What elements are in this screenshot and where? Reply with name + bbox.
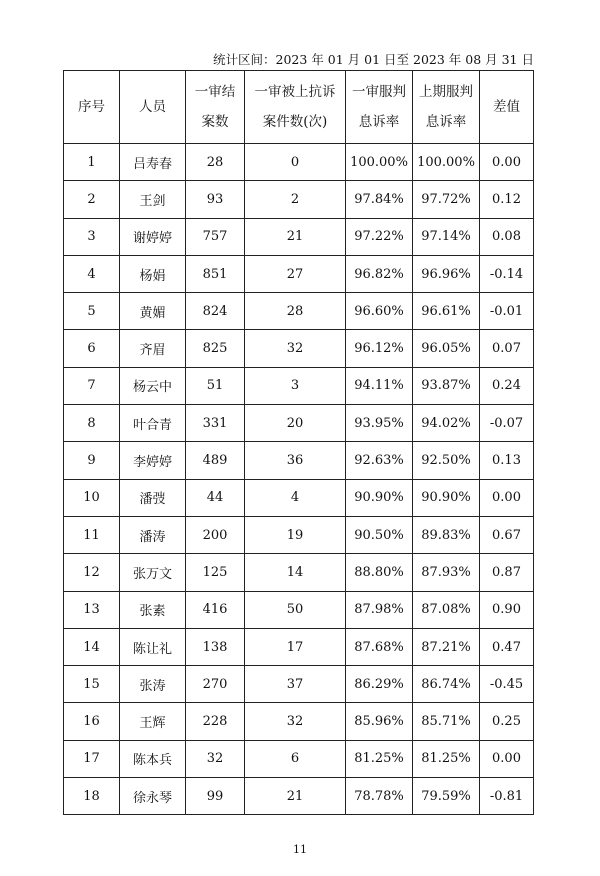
cell-person: 张万文 (120, 554, 186, 591)
cell-prev: 96.96% (413, 255, 480, 292)
table-row (64, 628, 534, 665)
cell-diff: 0.00 (480, 144, 534, 181)
cell-diff: 0.07 (480, 330, 534, 367)
cell-appeals: 2 (245, 181, 346, 218)
table-row (64, 330, 534, 367)
cell-seq: 2 (64, 181, 120, 218)
cell-rate: 87.98% (346, 591, 413, 628)
cell-rate: 96.82% (346, 255, 413, 292)
cell-cases: 270 (186, 666, 245, 703)
cell-cases: 489 (186, 442, 245, 479)
cell-appeals: 37 (245, 666, 346, 703)
cell-appeals: 27 (245, 255, 346, 292)
header-prev-line2: 息诉率 (425, 114, 467, 130)
cell-appeals: 28 (245, 293, 346, 330)
cell-cases: 416 (186, 591, 245, 628)
header-cases (186, 71, 245, 144)
cell-rate: 87.68% (346, 628, 413, 665)
cell-diff: 0.24 (480, 367, 534, 404)
table-row (64, 144, 534, 181)
cell-prev: 100.00% (413, 144, 480, 181)
cell-prev: 89.83% (413, 516, 480, 553)
cell-seq: 10 (64, 479, 120, 516)
cell-prev: 97.72% (413, 181, 480, 218)
table-row (64, 516, 534, 553)
cell-diff: 0.67 (480, 516, 534, 553)
header-seq: 序号 (64, 71, 120, 144)
cell-person: 谢婷婷 (120, 218, 186, 255)
cell-seq: 7 (64, 367, 120, 404)
cell-rate: 96.12% (346, 330, 413, 367)
cell-person: 叶合青 (120, 405, 186, 442)
cell-diff: -0.07 (480, 405, 534, 442)
cell-seq: 3 (64, 218, 120, 255)
cell-prev: 97.14% (413, 218, 480, 255)
cell-rate: 94.11% (346, 367, 413, 404)
cell-diff: 0.12 (480, 181, 534, 218)
cell-rate: 90.90% (346, 479, 413, 516)
cell-appeals: 6 (245, 740, 346, 777)
header-prev-line1: 上期服判 (419, 84, 473, 100)
cell-cases: 331 (186, 405, 245, 442)
cell-prev: 90.90% (413, 479, 480, 516)
header-diff: 差值 (480, 71, 534, 144)
cell-diff: 0.25 (480, 703, 534, 740)
cell-cases: 99 (186, 778, 245, 815)
cell-cases: 757 (186, 218, 245, 255)
cell-rate: 93.95% (346, 405, 413, 442)
cell-appeals: 3 (245, 367, 346, 404)
cell-person: 潘涛 (120, 516, 186, 553)
cell-appeals: 50 (245, 591, 346, 628)
cell-rate: 97.22% (346, 218, 413, 255)
cell-appeals: 17 (245, 628, 346, 665)
cell-diff: 0.47 (480, 628, 534, 665)
cell-appeals: 32 (245, 703, 346, 740)
cell-diff: -0.45 (480, 666, 534, 703)
page-number: 11 (293, 843, 307, 856)
cell-rate: 85.96% (346, 703, 413, 740)
cell-seq: 13 (64, 591, 120, 628)
cell-seq: 6 (64, 330, 120, 367)
cell-prev: 92.50% (413, 442, 480, 479)
cell-cases: 138 (186, 628, 245, 665)
table-row (64, 554, 534, 591)
header-rate-line1: 一审服判 (352, 84, 406, 100)
cell-seq: 11 (64, 516, 120, 553)
cell-person: 张素 (120, 591, 186, 628)
cell-rate: 88.80% (346, 554, 413, 591)
cell-diff: -0.01 (480, 293, 534, 330)
table-row (64, 255, 534, 292)
cell-prev: 79.59% (413, 778, 480, 815)
cell-person: 杨娟 (120, 255, 186, 292)
cell-person: 潘弢 (120, 479, 186, 516)
cell-prev: 96.05% (413, 330, 480, 367)
table-body (64, 144, 534, 815)
cell-person: 陈本兵 (120, 740, 186, 777)
header-appeals-line2: 案件数(次) (262, 114, 328, 130)
cell-seq: 12 (64, 554, 120, 591)
cell-appeals: 0 (245, 144, 346, 181)
cell-seq: 18 (64, 778, 120, 815)
cell-seq: 16 (64, 703, 120, 740)
cell-prev: 87.93% (413, 554, 480, 591)
cell-seq: 15 (64, 666, 120, 703)
cell-rate: 78.78% (346, 778, 413, 815)
cell-appeals: 14 (245, 554, 346, 591)
cell-person: 王辉 (120, 703, 186, 740)
cell-diff: -0.81 (480, 778, 534, 815)
cell-person: 黄媚 (120, 293, 186, 330)
cell-prev: 96.61% (413, 293, 480, 330)
header-rate-line2: 息诉率 (358, 114, 400, 130)
table-row (64, 740, 534, 777)
header-prev-rate (413, 71, 480, 144)
table-row (64, 293, 534, 330)
cell-diff: 0.08 (480, 218, 534, 255)
cell-prev: 85.71% (413, 703, 480, 740)
cell-rate: 92.63% (346, 442, 413, 479)
table-row (64, 666, 534, 703)
cell-diff: 0.90 (480, 591, 534, 628)
cell-cases: 824 (186, 293, 245, 330)
cell-cases: 200 (186, 516, 245, 553)
cell-diff: 0.87 (480, 554, 534, 591)
cell-seq: 14 (64, 628, 120, 665)
judge-appeal-table (63, 70, 534, 815)
cell-rate: 97.84% (346, 181, 413, 218)
cell-appeals: 36 (245, 442, 346, 479)
table-row (64, 218, 534, 255)
cell-rate: 86.29% (346, 666, 413, 703)
cell-diff: 0.00 (480, 740, 534, 777)
cell-cases: 825 (186, 330, 245, 367)
header-appeals-line1: 一审被上抗诉 (254, 84, 336, 100)
cell-rate: 81.25% (346, 740, 413, 777)
cell-appeals: 32 (245, 330, 346, 367)
cell-person: 杨云中 (120, 367, 186, 404)
header-rate (346, 71, 413, 144)
cell-cases: 51 (186, 367, 245, 404)
cell-appeals: 20 (245, 405, 346, 442)
table-row (64, 405, 534, 442)
table-row (64, 367, 534, 404)
cell-person: 王剑 (120, 181, 186, 218)
cell-diff: -0.14 (480, 255, 534, 292)
cell-cases: 93 (186, 181, 245, 218)
table-row (64, 778, 534, 815)
cell-rate: 90.50% (346, 516, 413, 553)
cell-cases: 28 (186, 144, 245, 181)
cell-person: 徐永琴 (120, 778, 186, 815)
cell-prev: 94.02% (413, 405, 480, 442)
cell-appeals: 21 (245, 218, 346, 255)
cell-seq: 1 (64, 144, 120, 181)
table-row (64, 479, 534, 516)
cell-seq: 17 (64, 740, 120, 777)
cell-seq: 9 (64, 442, 120, 479)
table-row (64, 591, 534, 628)
table-row (64, 181, 534, 218)
cell-person: 齐眉 (120, 330, 186, 367)
cell-cases: 32 (186, 740, 245, 777)
header-cases-line1: 一审结 (194, 84, 236, 100)
statistics-range: 统计区间：2023 年 01 月 01 日至 2023 年 08 月 31 日 (213, 52, 534, 67)
cell-cases: 228 (186, 703, 245, 740)
table-row (64, 442, 534, 479)
cell-diff: 0.13 (480, 442, 534, 479)
header-person: 人员 (120, 71, 186, 144)
cell-prev: 86.74% (413, 666, 480, 703)
cell-cases: 44 (186, 479, 245, 516)
cell-appeals: 21 (245, 778, 346, 815)
cell-person: 张涛 (120, 666, 186, 703)
cell-seq: 5 (64, 293, 120, 330)
header-cases-line2: 案数 (201, 114, 229, 130)
cell-seq: 4 (64, 255, 120, 292)
cell-seq: 8 (64, 405, 120, 442)
table-header-row (64, 71, 534, 144)
cell-person: 李婷婷 (120, 442, 186, 479)
header-appeals (245, 71, 346, 144)
cell-prev: 87.08% (413, 591, 480, 628)
cell-appeals: 4 (245, 479, 346, 516)
cell-rate: 96.60% (346, 293, 413, 330)
cell-rate: 100.00% (346, 144, 413, 181)
cell-prev: 81.25% (413, 740, 480, 777)
cell-appeals: 19 (245, 516, 346, 553)
cell-person: 陈让礼 (120, 628, 186, 665)
cell-cases: 851 (186, 255, 245, 292)
cell-cases: 125 (186, 554, 245, 591)
cell-diff: 0.00 (480, 479, 534, 516)
cell-prev: 87.21% (413, 628, 480, 665)
table-row (64, 703, 534, 740)
cell-prev: 93.87% (413, 367, 480, 404)
cell-person: 吕寿春 (120, 144, 186, 181)
